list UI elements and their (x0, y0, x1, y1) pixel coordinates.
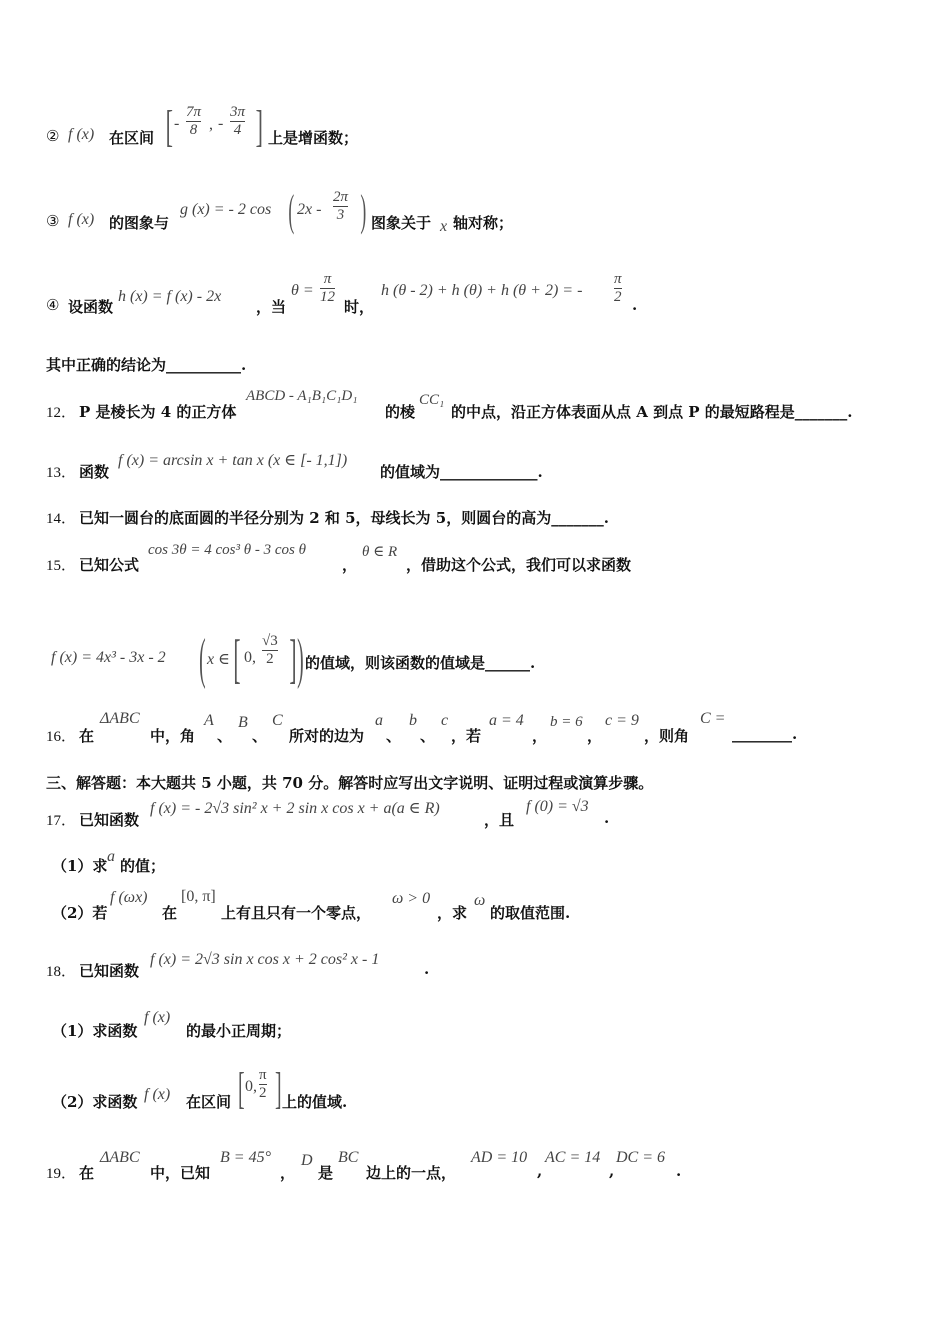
question-number: 14． (46, 511, 77, 527)
question-number: 13． (46, 465, 77, 481)
numerator: π (614, 271, 622, 287)
separator: ， (342, 556, 358, 574)
omega-positive: ω > 0 (392, 890, 431, 907)
separator: , (609, 1162, 615, 1180)
statement-2-number: ② (46, 127, 60, 145)
period: . (676, 1162, 682, 1180)
statement-3-text-mid: 图象关于 (371, 214, 432, 232)
interval: [0, π] (181, 888, 216, 905)
function-expression: f (x) = 2√3 sin x cos x + 2 cos² x - 1 (150, 951, 380, 968)
denominator: 12 (320, 289, 335, 305)
theta-domain: θ ∈ R (362, 544, 398, 560)
function-fx: f (x) (144, 1009, 171, 1026)
question-text: 已知一圆台的底面圆的半径分别为 2 和 5，母线长为 5，则圆台的高为_______. (79, 509, 609, 527)
question-16 (0, 710, 950, 746)
question-13 (0, 447, 950, 479)
question-number: 19． (46, 1166, 77, 1182)
question-text: 已知公式 (79, 556, 140, 574)
question-text-end: 的值域为_____________. (380, 463, 543, 481)
question-15 (0, 540, 950, 572)
right-bracket: ] (255, 102, 263, 151)
statement-4-time: 时， (344, 298, 375, 316)
period: . (632, 296, 638, 314)
function-expression: f (x) = - 2√3 sin² x + 2 sin x cos x + a(a ∈ R) (150, 800, 440, 817)
angle-C: C (272, 712, 283, 729)
question-17-part-1 (0, 848, 950, 874)
question-text: 已知函数 (79, 811, 140, 829)
separator: 、 (386, 727, 402, 745)
question-text: 在 (79, 727, 95, 745)
period: . (604, 809, 610, 827)
AD-length: AD = 10 (471, 1149, 528, 1166)
conclusion-text: 其中正确的结论为__________. (46, 356, 247, 374)
statement-2-text-end: 上是增函数； (268, 129, 359, 147)
numerator: 7π (186, 104, 202, 120)
question-17-part-2 (0, 885, 950, 922)
question-text-point: 边上的一点， (366, 1164, 457, 1182)
AC-length: AC = 14 (545, 1149, 601, 1166)
question-text: 函数 (79, 463, 110, 481)
h-sum-expression: h (θ - 2) + h (θ) + h (θ + 2) = - (381, 282, 583, 299)
c-equals: C = (700, 710, 726, 727)
function-fx: f (x) (68, 126, 95, 143)
angle-B: B (238, 714, 248, 731)
function-f-omega-x: f (ωx) (110, 889, 148, 906)
question-text-sides: 所对的边为 (289, 727, 365, 745)
part-text-end: 上的值域. (282, 1093, 348, 1111)
question-text-mid: 的棱 (385, 403, 416, 421)
question-17 (0, 795, 950, 829)
c-equals-9: c = 9 (605, 712, 639, 729)
b-equals-6: b = 6 (550, 714, 583, 730)
triangle-abc: ΔABC (100, 710, 140, 727)
cos-triple-formula: cos 3θ = 4 cos³ θ - 3 cos θ (148, 542, 306, 558)
side-b: b (409, 712, 417, 729)
cube-name: ABCD - A₁B₁C₁D₁ (246, 388, 358, 404)
separator: 、 (217, 727, 233, 745)
function-gx: g (x) = - 2 cos (180, 201, 272, 218)
fraction-3pi-4 (230, 104, 245, 139)
a-equals-4: a = 4 (489, 712, 524, 729)
denominator: 4 (233, 122, 242, 138)
question-18-part-1 (0, 1005, 950, 1041)
separator: ， (280, 1164, 296, 1182)
fraction-sqrt3-2 (262, 633, 278, 668)
part-label: （1）求函数 (52, 1022, 138, 1040)
part-text-find: ，求 (437, 904, 468, 922)
function-hx: h (x) = f (x) - 2x (118, 288, 222, 305)
question-number: 17． (46, 813, 77, 829)
point-D: D (301, 1152, 313, 1169)
right-bracket: ] (289, 629, 297, 689)
question-text-angle-c: ，则角 (644, 727, 690, 745)
separator: ， (532, 727, 548, 745)
part-text: 的最小正周期； (186, 1022, 292, 1040)
denominator: 2 (614, 289, 622, 305)
angle-B-value: B = 45° (220, 1149, 271, 1166)
question-text-end: ，借助这个公式，我们可以求函数 (406, 556, 632, 574)
question-text: P 是棱长为 4 的正方体 (79, 403, 237, 421)
part-label: （2）求函数 (52, 1093, 138, 1111)
denominator: 2 (259, 1085, 267, 1101)
section-heading: 三、解答题：本大题共 5 小题，共 70 分。解答时应写出文字说明、证明过程或演算步骤。 (46, 774, 654, 792)
numerator: π (323, 271, 332, 287)
question-18 (0, 945, 950, 979)
conclusion-line (0, 354, 950, 376)
DC-length: DC = 6 (616, 1149, 666, 1166)
fraction-2pi-3 (333, 189, 348, 224)
part-text: 在区间 (186, 1093, 232, 1111)
left-bracket: [ (165, 102, 173, 151)
segment-BC: BC (338, 1149, 359, 1166)
part-text-end: 的取值范围. (490, 904, 571, 922)
fraction-pi-2 (614, 271, 622, 306)
question-number: 18． (46, 964, 77, 980)
period: . (424, 960, 430, 978)
question-text: 在 (79, 1164, 95, 1182)
part-label: （2）若 (52, 904, 108, 922)
f-zero-condition: f (0) = √3 (526, 798, 589, 815)
variable-omega: ω (474, 892, 486, 909)
edge-name: CC₁ (419, 392, 445, 408)
argument: 2x - (297, 201, 322, 218)
denominator: 2 (266, 651, 274, 667)
question-number: 16． (46, 729, 77, 745)
fraction-7pi-8 (186, 104, 201, 139)
statement-2 (0, 100, 950, 150)
fraction-pi-12 (320, 271, 335, 306)
triangle-abc: ΔABC (100, 1149, 140, 1166)
side-a: a (375, 712, 383, 729)
question-12 (0, 388, 950, 420)
question-text-angle: 中，角 (150, 727, 196, 745)
statement-3 (0, 185, 950, 235)
statement-3-text-end: 轴对称； (453, 214, 514, 232)
question-18-part-2 (0, 1063, 950, 1113)
interval-start: 0, (244, 649, 256, 666)
part-text-zero: 上有且只有一个零点， (221, 904, 372, 922)
separator: 、 (252, 727, 268, 745)
function-fx: f (x) (68, 211, 95, 228)
question-14 (0, 507, 950, 529)
question-text-known: 中，已知 (150, 1164, 211, 1182)
left-bracket: [ (238, 1064, 245, 1113)
left-paren: ( (288, 186, 295, 235)
domain-condition: x ∈ (207, 651, 230, 668)
numerator: 2π (333, 189, 349, 205)
numerator: 3π (230, 104, 246, 120)
question-19 (0, 1145, 950, 1181)
question-text-is: 是 (318, 1164, 334, 1182)
function-fx: f (x) (144, 1086, 171, 1103)
separator: ， (587, 727, 603, 745)
question-text-and: ，且 (484, 811, 515, 829)
right-paren: ) (297, 628, 304, 690)
separator: 、 (420, 727, 436, 745)
statement-2-text: 在区间 (109, 129, 155, 147)
question-text-end: 的中点，沿正方体表面从点 A 到点 P 的最短路程是_______. (451, 403, 853, 421)
interval-start: 0, (245, 1078, 257, 1095)
denominator: 3 (336, 207, 345, 223)
variable-x: x (440, 218, 448, 235)
part-label: （1）求 (52, 857, 108, 875)
theta-equals: θ = (291, 282, 314, 299)
numerator: √3 (262, 633, 278, 649)
answer-blank: ________. (732, 725, 798, 743)
function-expression: f (x) = arcsin x + tan x (x ∈ [- 1,1]) (118, 452, 348, 469)
question-number: 15． (46, 558, 77, 574)
statement-4 (0, 270, 950, 320)
side-c: c (441, 712, 449, 729)
function-expression: f (x) = 4x³ - 3x - 2 (51, 649, 166, 666)
question-number: 12． (46, 405, 77, 421)
right-bracket: ] (275, 1064, 282, 1113)
comma: , (209, 116, 213, 133)
statement-4-when: ，当 (256, 298, 287, 316)
fraction-pi-2 (259, 1067, 267, 1102)
section-3-heading (0, 772, 950, 794)
variable-a: a (107, 848, 115, 865)
angle-A: A (204, 712, 214, 729)
statement-4-text: 设函数 (68, 298, 114, 316)
numerator: π (259, 1067, 267, 1083)
part-text: 的值； (120, 857, 166, 875)
minus-sign: - (218, 115, 224, 132)
part-text: 在 (162, 904, 178, 922)
question-15-function (0, 625, 950, 690)
minus-sign: - (174, 115, 180, 132)
separator: , (537, 1162, 543, 1180)
statement-3-text: 的图象与 (109, 214, 170, 232)
left-bracket: [ (233, 629, 241, 689)
statement-4-number: ④ (46, 296, 60, 314)
denominator: 8 (189, 122, 198, 138)
question-text: 已知函数 (79, 962, 140, 980)
statement-3-number: ③ (46, 212, 60, 230)
question-text: 的值域，则该函数的值域是______. (305, 654, 536, 672)
left-paren: ( (199, 628, 206, 690)
question-text-if: ，若 (451, 727, 482, 745)
right-paren: ) (360, 186, 367, 235)
